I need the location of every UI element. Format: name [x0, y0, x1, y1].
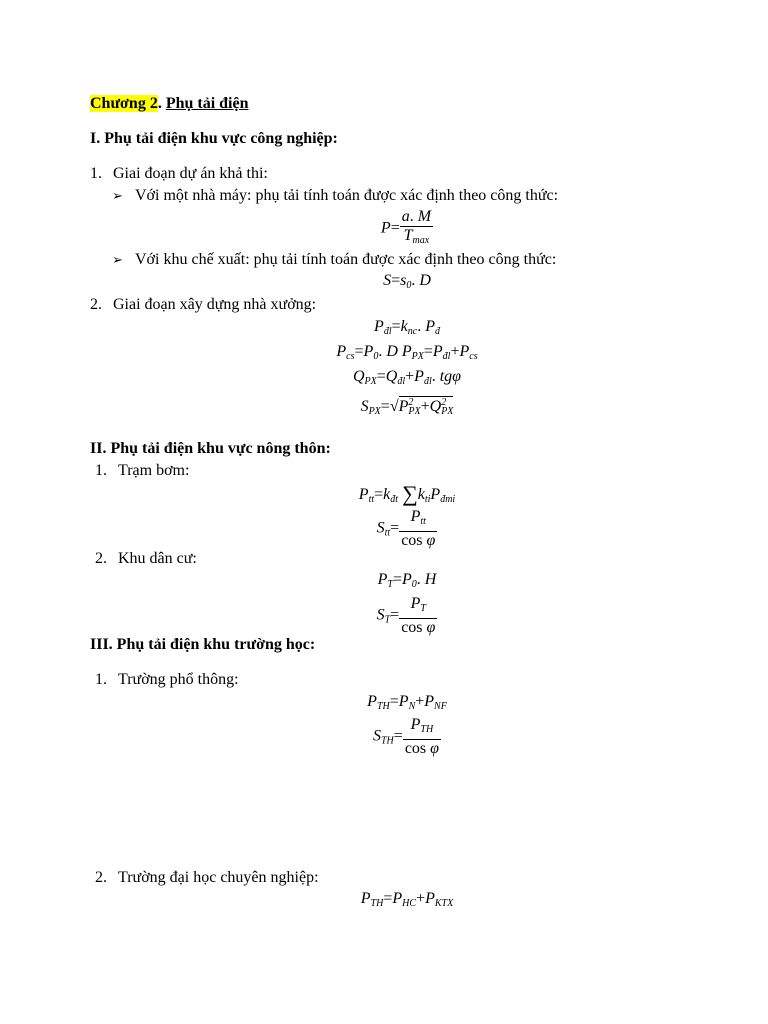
arrow-bullet-icon: ➢	[112, 188, 123, 203]
list-text: Giai đoạn dự án khả thi:	[113, 165, 268, 182]
section-2-heading: II. Phụ tải điện khu vực nông thôn:	[90, 440, 331, 457]
formula-s-px: $S_{PX}=√P^2_{PX}+Q^2_{PX}$	[360, 397, 454, 417]
arrow-bullet-icon: ➢	[112, 252, 123, 267]
sec2-item-1	[95, 461, 190, 481]
list-number: 1.	[95, 462, 107, 479]
list-text: Trạm bơm:	[118, 462, 190, 479]
sec1-item-1	[90, 164, 268, 184]
list-number: 1.	[90, 165, 102, 182]
list-number: 1.	[95, 671, 107, 688]
sec2-item-2	[95, 549, 197, 569]
chapter-label: Chương 2	[90, 95, 158, 112]
list-text: Trường phổ thông:	[118, 671, 239, 688]
formula-p-tt: $P_{tt}=k_{đt}$ $\sum k_{ti}P_{đmi}$	[358, 481, 456, 506]
bullet-text: Với một nhà máy: phụ tải tính toán được xác định theo công thức:	[135, 187, 559, 204]
sec1-bullet-2	[112, 250, 557, 270]
formula-p-nha-may: P= $\frac{a. M}{T_{max}}$	[0, 208, 768, 250]
formula-s-khu-che-xuat: $S=s_0$. D	[383, 272, 431, 291]
section-3-heading: III. Phụ tải điện khu trường học:	[90, 636, 316, 653]
sec3-item-2	[95, 868, 319, 888]
sec1-bullet-1	[112, 186, 559, 206]
formula-s-th: $S_{TH}=$ $\frac{P_{TH}}{\text{cos φ}}$	[372, 716, 439, 757]
sec3-item-1	[95, 670, 239, 690]
list-number: 2.	[90, 296, 102, 313]
chapter-name: Phụ tải điện	[165, 95, 249, 112]
list-number: 2.	[95, 550, 107, 567]
section-1-heading: I. Phụ tải điện khu vực công nghiệp:	[90, 130, 338, 147]
formula-p-th-dai-hoc: $P_{TH}=P_{HC}+P_{KTX}$	[360, 890, 454, 909]
list-text: Trường đại học chuyên nghiệp:	[118, 869, 319, 886]
list-text: Giai đoạn xây dựng nhà xưởng:	[113, 296, 317, 313]
formula-s-tt: $S_{tt}=$ $\frac{P_{tt}}{\text{cos φ}}$	[376, 508, 436, 549]
formula-p-th: $P_{TH}=P_N+P_{NF}$	[367, 693, 447, 712]
formula-p-t: $P_T=P_0$. H	[377, 571, 437, 590]
chapter-title	[90, 94, 249, 114]
list-number: 2.	[95, 869, 107, 886]
formula-s-t: $S_T=$ $\frac{P_T}{\text{cos φ}}$	[376, 595, 436, 636]
sec1-item-2	[90, 295, 317, 315]
bullet-text: Với khu chế xuất: phụ tải tính toán được xác định theo công thức:	[135, 251, 557, 268]
formula-q-px: $Q_{PX}=Q_{đl}+P_{đl}$. tgφ	[352, 368, 462, 387]
formula-p-cs: $P_{cs}=P_0$. D $P_{PX}=P_{đl}+P_{cs}$	[336, 343, 478, 362]
formula-p-dl: $P_{đl}=k_{nc}$. $P_đ$	[374, 318, 440, 337]
chapter-dot: .	[157, 95, 166, 112]
list-text: Khu dân cư:	[118, 550, 197, 567]
